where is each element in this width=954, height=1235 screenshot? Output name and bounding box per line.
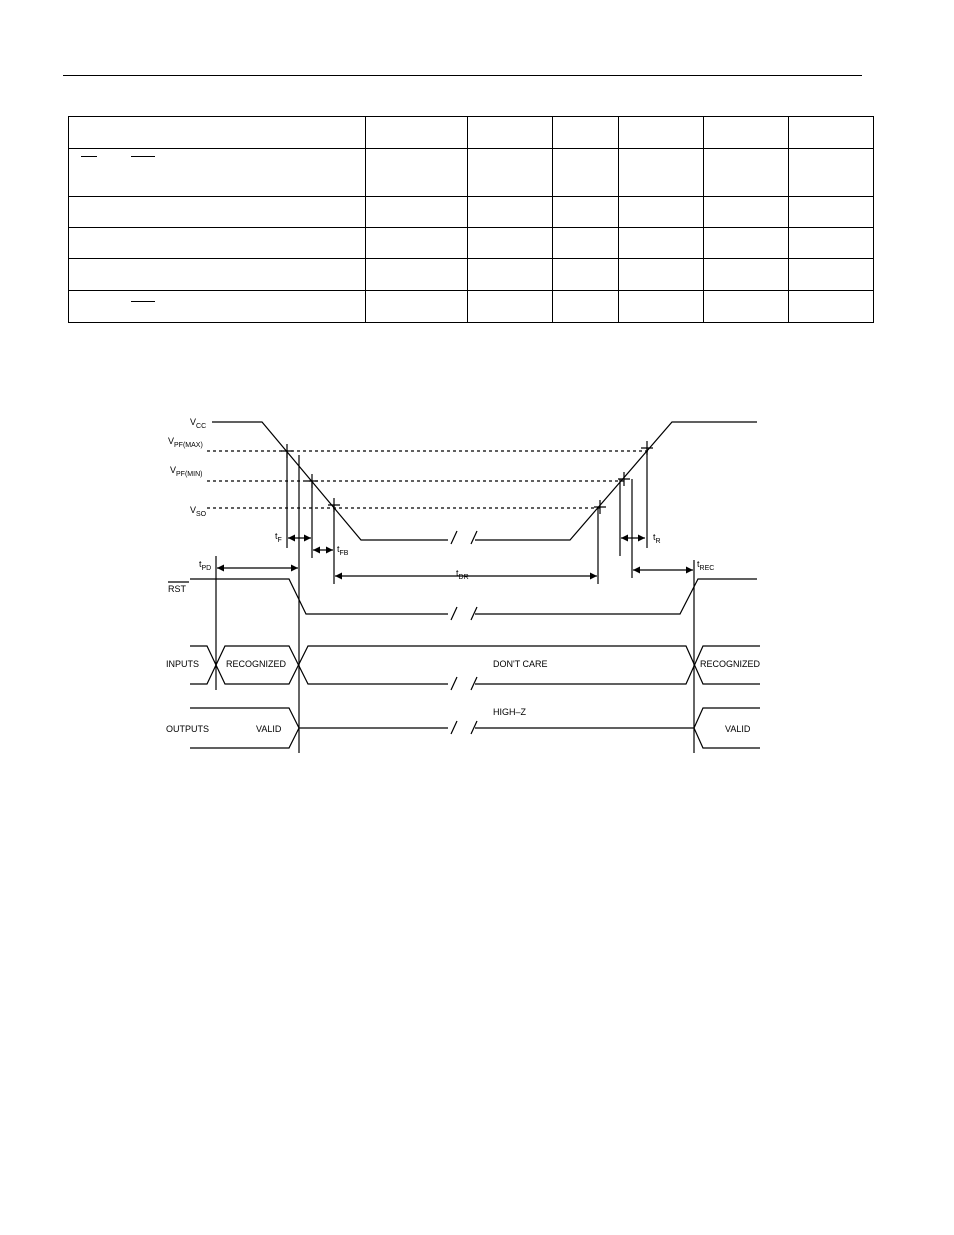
vcc-break-mark [451,531,457,544]
tpd-label: $t_{PD}$ [199,559,212,572]
vcc-break-mark [471,531,477,544]
valid-left-label: VALID [256,724,282,734]
vpf-max-label: $V_{PF(MAX)}$ [168,436,203,449]
recognized-right-label: RECOGNIZED [700,659,761,669]
vpf-min-label: $V_{PF(MIN)}$ [170,465,203,478]
tfb-label: $t_{FB}$ [337,544,349,557]
tdr-label: $t_{DR}$ [456,568,469,581]
high-z-label: HIGH–Z [493,707,527,717]
valid-right-label: VALID [725,724,751,734]
vso-rise-cross-mark [594,500,606,514]
recognized-left-label: RECOGNIZED [226,659,287,669]
rst-label: RST [168,584,186,594]
outputs-label: OUTPUTS [166,724,210,734]
inputs-label: INPUTS [166,659,200,669]
dont-care-label: DON'T CARE [493,659,548,669]
trec-label: $t_{REC}$ [697,559,715,572]
outputs-break-mark [451,721,457,734]
tr-label: $t_R$ [653,532,661,545]
rst-waveform-right [475,579,757,614]
rst-break-mark [451,607,457,620]
tf-label: $t_F$ [275,531,282,544]
rst-waveform-left [190,579,448,614]
vso-label: $V_{SO}$ [190,505,207,518]
vcc-label: $V_{CC}$ [190,417,207,430]
inputs-break-mark [451,677,457,690]
